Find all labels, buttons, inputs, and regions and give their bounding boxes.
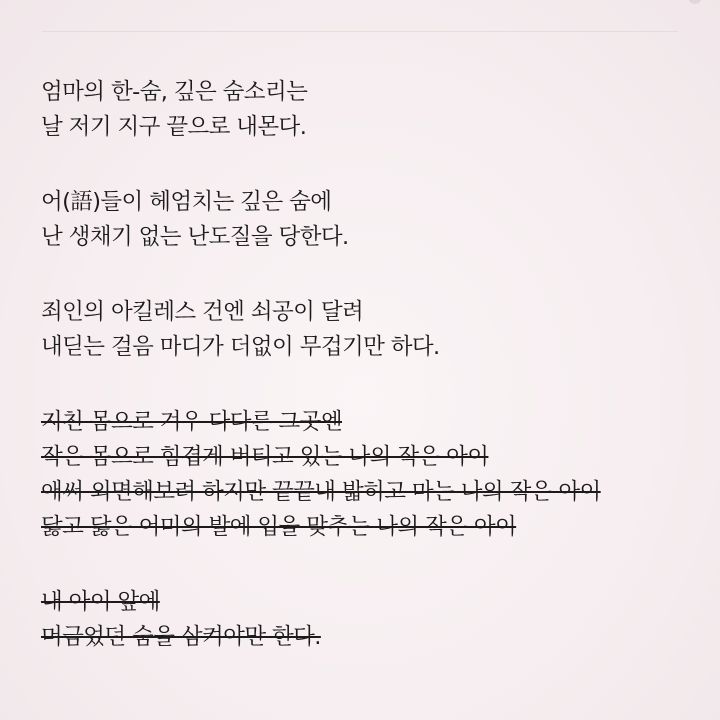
poem-line-struck: 닳고 닳은 어미의 발에 입을 맞추는 나의 작은 아이: [41, 514, 517, 540]
poem-line: 어(語)들이 헤엄치는 깊은 숨에: [41, 189, 332, 215]
poem-line: 엄마의 한-숨, 깊은 숨소리는: [41, 79, 308, 105]
poem-body: [41, 75, 701, 655]
stanza-spacer: [41, 145, 701, 185]
stanza-5-struck: [41, 585, 701, 655]
poem-line: 죄인의 아킬레스 건엔 쇠공이 달려: [41, 299, 364, 325]
poem-line-struck: 머금었던 숨을 삼켜야만 한다.: [41, 624, 321, 650]
top-divider: [42, 31, 678, 32]
corner-indicator: [688, 0, 702, 4]
stanza-3: [41, 295, 701, 365]
poem-line-struck: 지친 몸으로 겨우 다다른 그곳엔: [41, 409, 342, 435]
poem-line-struck: 내 아이 앞에: [41, 589, 160, 615]
poem-line: 내딛는 걸음 마디가 더없이 무겁기만 하다.: [41, 334, 440, 360]
stanza-spacer: [41, 365, 701, 405]
poem-line: 날 저기 지구 끝으로 내몬다.: [41, 114, 307, 140]
stanza-4-struck: [41, 405, 701, 545]
stanza-spacer: [41, 255, 701, 295]
stanza-spacer: [41, 545, 701, 585]
poem-line-struck: 애써 외면해보려 하지만 끝끝내 밟히고 마는 나의 작은 아이: [41, 479, 601, 505]
stanza-1: [41, 75, 701, 145]
poem-line-struck: 작은 몸으로 힘겹게 버티고 있는 나의 작은 아이: [41, 444, 489, 470]
poem-line: 난 생채기 없는 난도질을 당한다.: [41, 224, 349, 250]
stanza-2: [41, 185, 701, 255]
